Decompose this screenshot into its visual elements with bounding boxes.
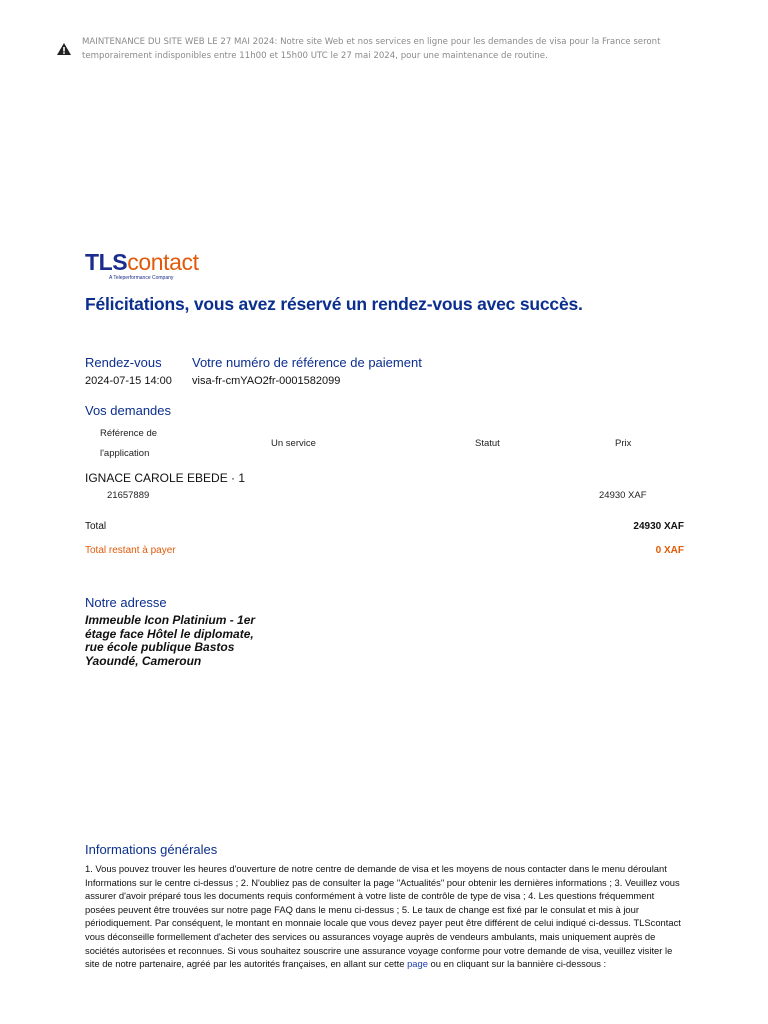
address-heading: Notre adresse [85, 595, 167, 610]
maintenance-text: MAINTENANCE DU SITE WEB LE 27 MAI 2024: Notre site Web et nos services en ligne pour les demandes de visa pour la France seront temporairement indisponibles entre 11h00 et 15h00 UTC le 27 mai 2024, pour une maintenance de routine. [82, 37, 661, 61]
column-header-reference-line1: Référence de [100, 428, 158, 439]
address-block [85, 614, 255, 668]
remaining-label: Total restant à payer [85, 545, 176, 556]
insurance-page-link[interactable]: page [407, 958, 428, 970]
address-line-3: rue école publique Bastos [85, 640, 235, 654]
application-reference: 21657889 [107, 490, 150, 501]
maintenance-banner [56, 36, 716, 63]
application-price: 24930 XAF [599, 490, 647, 501]
column-header-status: Statut [475, 438, 500, 449]
info-text-after-link: ou en cliquant sur la bannière ci-dessous : [427, 958, 607, 970]
column-header-reference-line2: l'application [100, 448, 150, 459]
info-text-before-link: 1. Vous pouvez trouver les heures d'ouverture de notre centre de demande de visa et les moyens de nous contacter dans le menu déroulant Informations sur le centre ci-dessus ; 2. N'oubliez pas de consulter la page "Actualités" pour obtenir les dernières informations ; 3. Veuillez vous assurer d'avoir préparé tous les documents requis conformément à votre liste de contrôle de type de visa ; 4. Les questions fréquemment posées peuvent être trouvées sur notre page FAQ dans le menu ci-dessus ; 5. Le taux de change est fixé par le consulat et mis à jour périodiquement. Par conséquent, le montant en monnaie locale que vous devez payer peut être différent de celui indiqué ci-dessus. TLScontact vous déconseille formellement d'acheter des services ou assurances voyage auprès de vendeurs ambulants, mais uniquement auprès de sociétés autorisées et reconnues. Si vous souhaitez souscrire une assurance voyage conforme pour votre demande de visa, veuillez visiter le site de notre partenaire, agréé par les autorités françaises, en allant sur cette [85, 863, 681, 970]
column-header-reference [100, 424, 157, 464]
appointment-datetime: 2024-07-15 14:00 [85, 375, 172, 387]
logo-tagline: A Teleperformance Company [109, 275, 174, 281]
payment-reference-label: Votre numéro de référence de paiement [192, 355, 422, 370]
logo-tls: TLS [85, 249, 128, 275]
total-value: 24930 XAF [633, 521, 684, 532]
column-header-service: Un service [271, 438, 316, 449]
warning-icon [56, 41, 72, 57]
tlscontact-logo[interactable] [85, 250, 199, 281]
requests-heading: Vos demandes [85, 403, 172, 418]
column-header-price: Prix [615, 438, 632, 449]
page-title: Félicitations, vous avez réservé un rendez-vous avec succès. [85, 294, 583, 314]
applicant-name: IGNACE CAROLE EBEDE · 1 [85, 471, 246, 485]
address-line-2: étage face Hôtel le diplomate, [85, 626, 254, 641]
info-paragraph [85, 862, 685, 971]
appointment-label: Rendez-vous [85, 355, 162, 370]
info-heading: Informations générales [85, 842, 218, 857]
remaining-value: 0 XAF [655, 545, 684, 556]
address-line-4: Yaoundé, Cameroun [85, 653, 202, 668]
address-line-1: Immeuble Icon Platinium - 1er [85, 613, 256, 627]
payment-reference-value: visa-fr-cmYAO2fr-0001582099 [192, 375, 341, 387]
total-label: Total [85, 521, 107, 532]
logo-contact: contact [127, 249, 199, 275]
